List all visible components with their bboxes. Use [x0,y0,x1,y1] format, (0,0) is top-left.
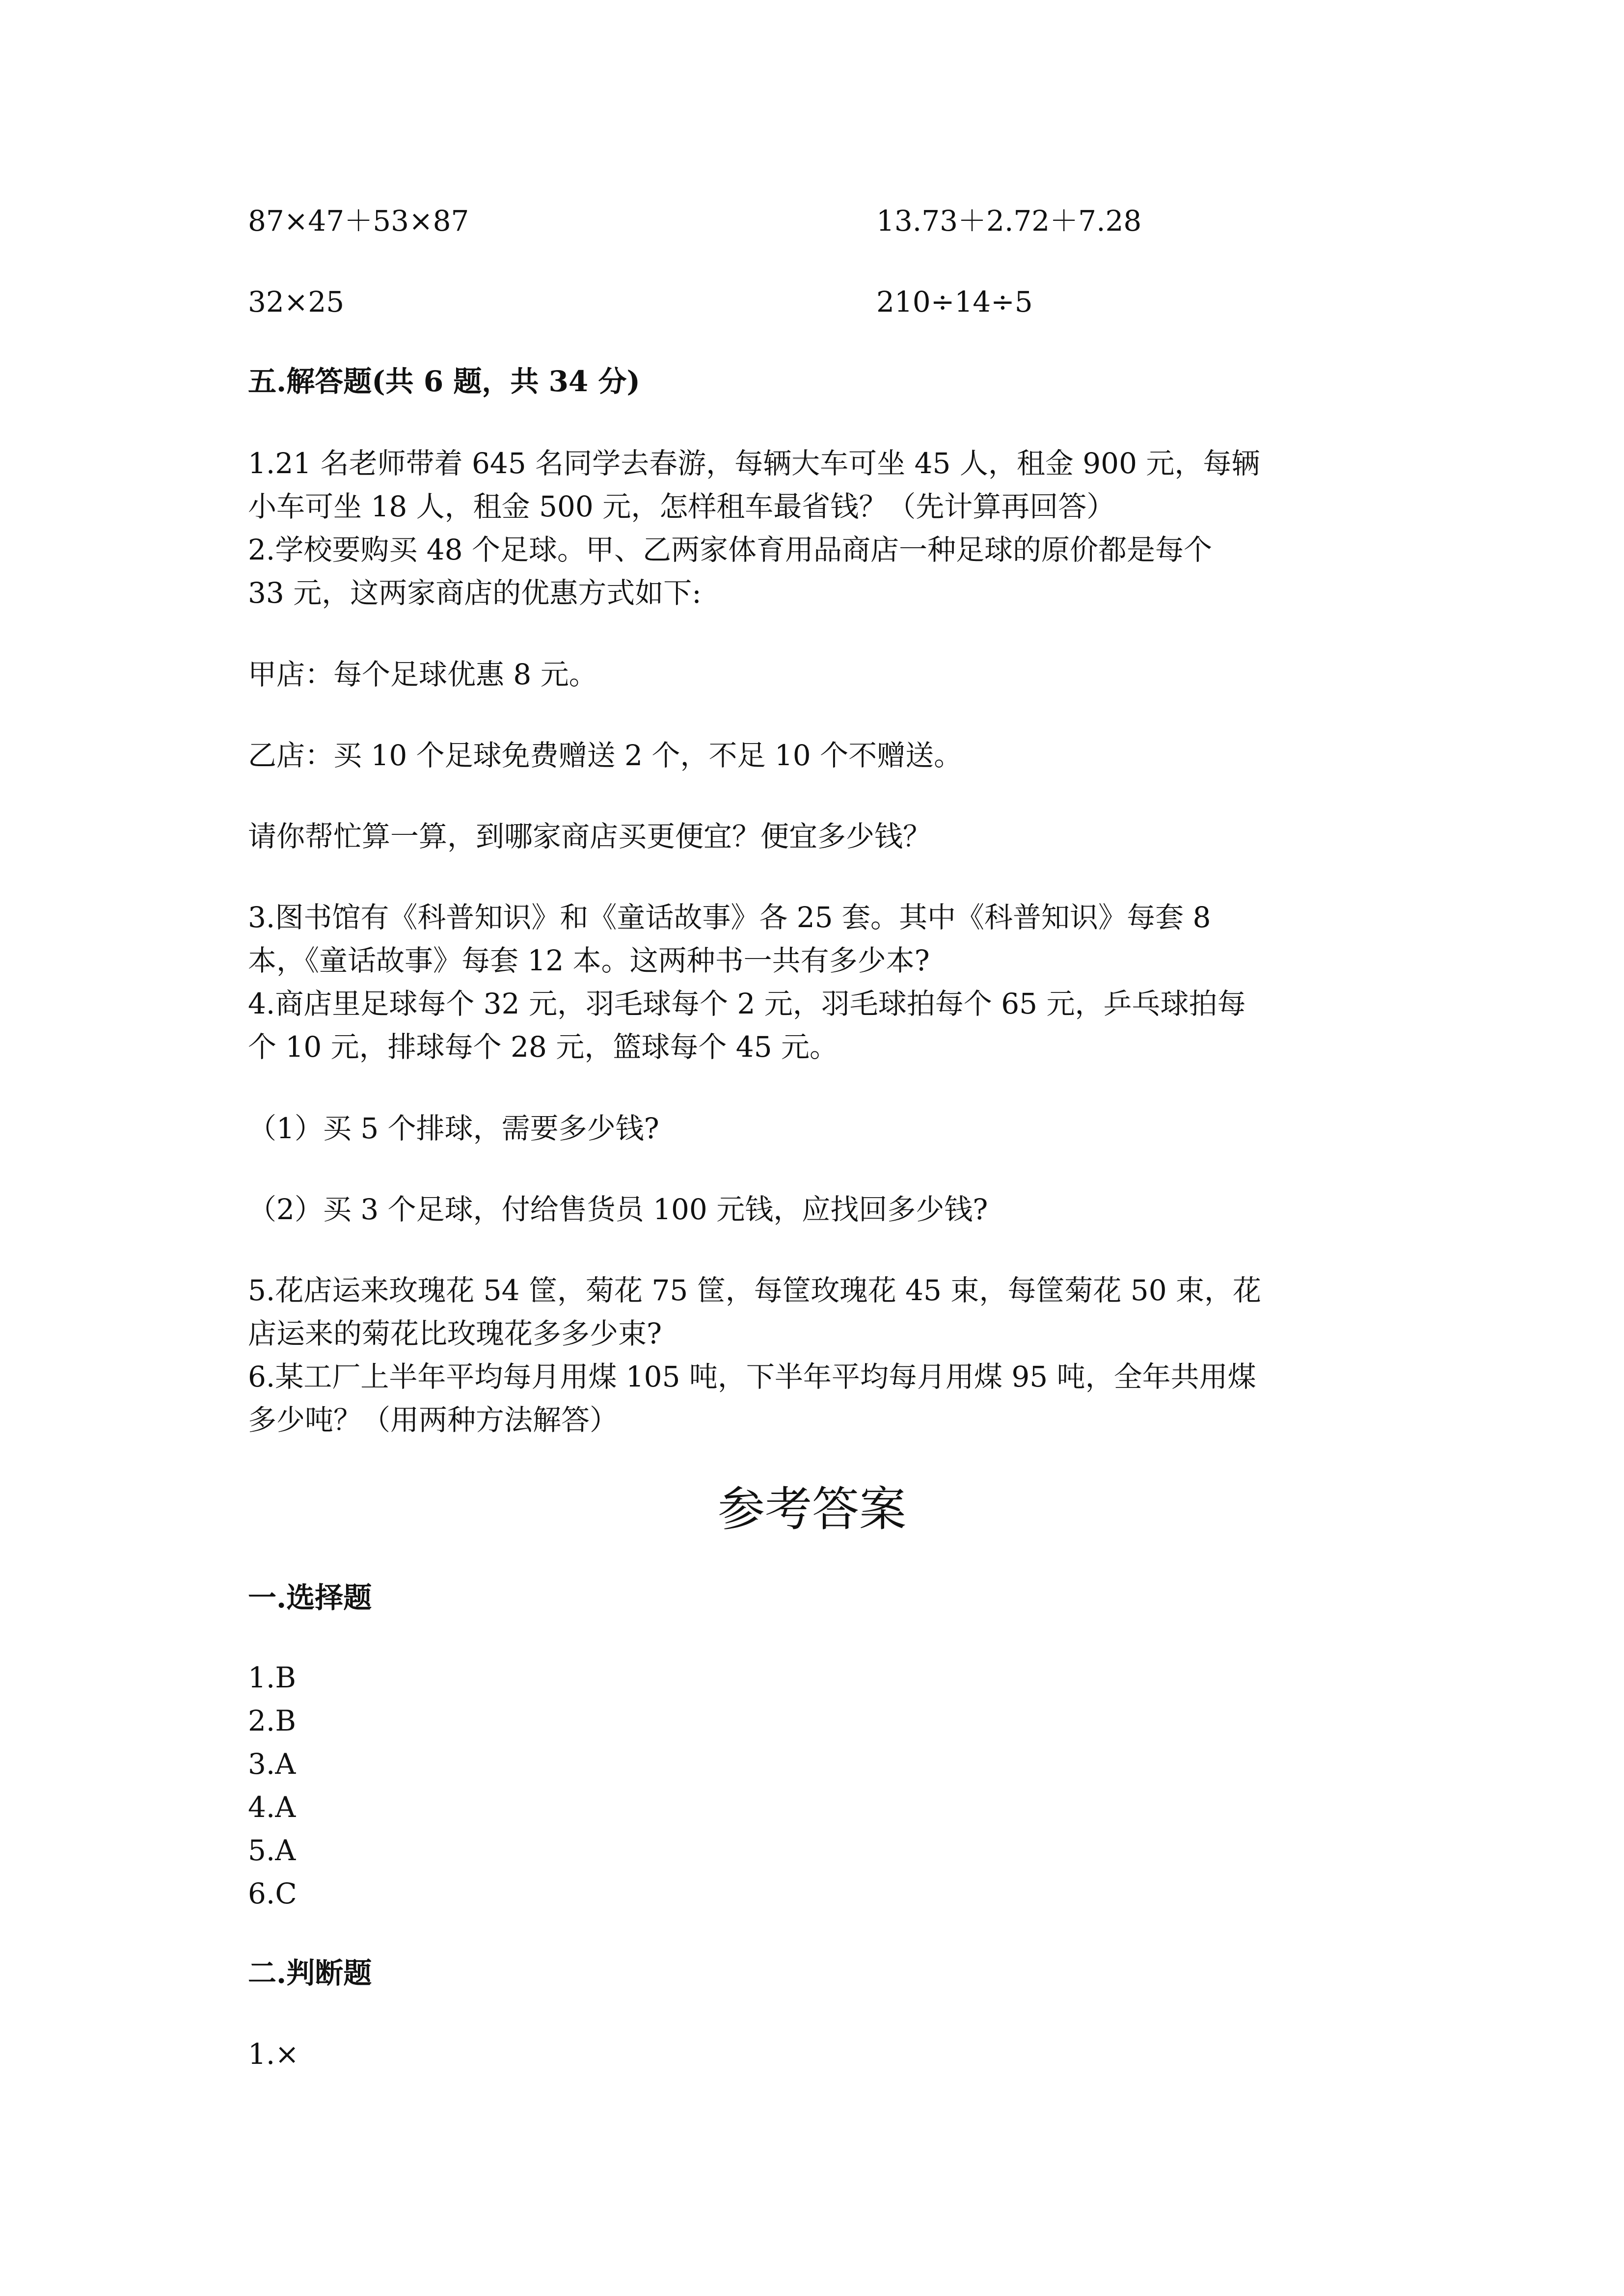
calc-expression: 32×25 [248,285,345,319]
question-text: 多少吨？（用两种方法解答） [248,1403,619,1437]
section-heading: 五.解答题(共 6 题，共 34 分) [248,365,640,398]
answer-item: 2.B [248,1704,296,1737]
question-text: 3.图书馆有《科普知识》和《童话故事》各 25 套。其中《科普知识》每套 8 [248,901,1211,934]
question-text: 甲店：每个足球优惠 8 元。 [248,658,597,691]
calc-row [248,282,1377,321]
question-text: 4.商店里足球每个 32 元，羽毛球每个 2 元，羽毛球拍每个 65 元，乒乓球拍每 [248,987,1246,1020]
question-text: 请你帮忙算一算，到哪家商店买更便宜？便宜多少钱？ [248,820,932,853]
question-text: 乙店：买 10 个足球免费赠送 2 个，不足 10 个不赠送。 [248,739,963,772]
section-heading: 一.选择题 [248,1581,372,1614]
calc-expression: 210÷14÷5 [876,285,1033,319]
section-heading: 二.判断题 [248,1956,372,1990]
question-text: 1.21 名老师带着 645 名同学去春游，每辆大车可坐 45 人，租金 900 元，每辆 [248,447,1260,480]
answer-item: 1.B [248,1661,296,1694]
calc-expression: 13.73＋2.72＋7.28 [876,204,1142,238]
calc-row [248,201,1377,240]
question-text: 本，《童话故事》每套 12 本。这两种书一共有多少本? [248,944,930,977]
answer-item: 6.C [248,1877,297,1910]
answer-item: 3.A [248,1747,296,1781]
answer-item: 5.A [248,1834,296,1867]
question-text: 33 元，这两家商店的优惠方式如下: [248,576,702,610]
answer-item: 4.A [248,1790,296,1824]
answer-key-title: 参考答案 [718,1482,906,1537]
calc-expression: 87×47＋53×87 [248,204,469,238]
question-text: 5.花店运来玫瑰花 54 筐，菊花 75 筐，每筐玫瑰花 45 束，每筐菊花 50 束，花 [248,1274,1262,1307]
question-text: 小车可坐 18 人，租金 500 元，怎样租车最省钱？（先计算再回答） [248,490,1115,523]
question-text: 店运来的菊花比玫瑰花多多少束? [248,1317,662,1350]
question-text: （2）买 3 个足球，付给售货员 100 元钱，应找回多少钱? [248,1193,988,1226]
question-text: 2.学校要购买 48 个足球。甲、乙两家体育用品商店一种足球的原价都是每个 [248,533,1213,566]
answer-item: 1.× [248,2037,299,2071]
question-text: （1）买 5 个排球，需要多少钱? [248,1112,659,1145]
question-text: 个 10 元，排球每个 28 元，篮球每个 45 元。 [248,1030,839,1064]
question-text: 6.某工厂上半年平均每月用煤 105 吨，下半年平均每月用煤 95 吨，全年共用煤 [248,1360,1256,1393]
